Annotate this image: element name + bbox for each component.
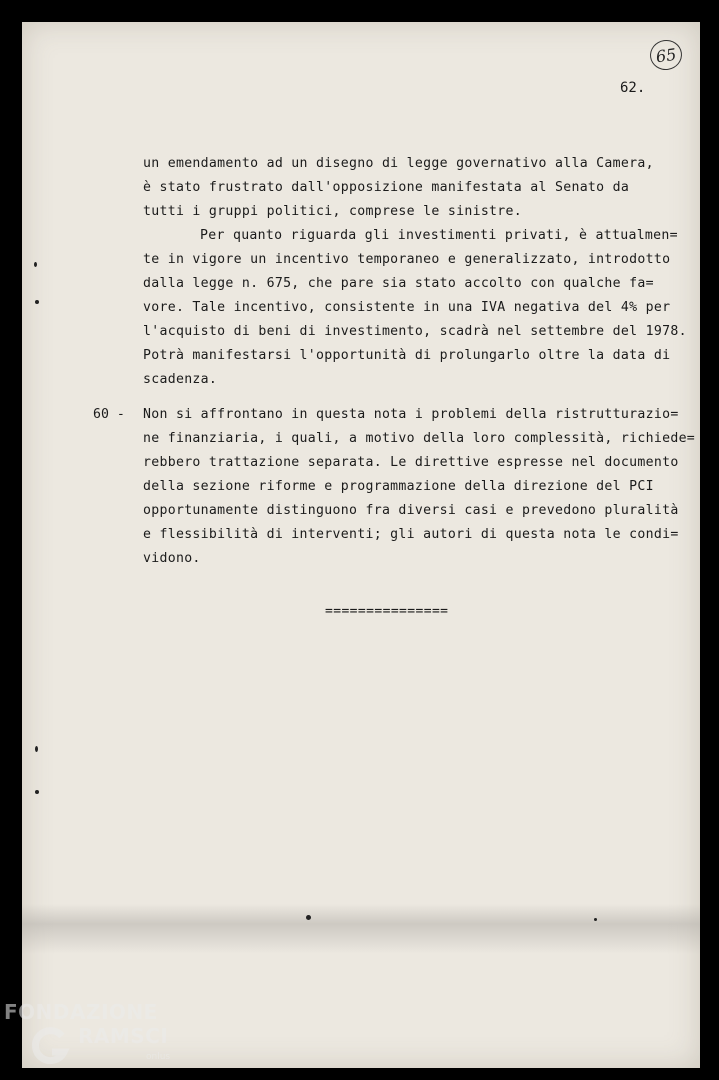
paragraph-3-line: Non si affrontano in questa nota i problemi della ristrutturazio= bbox=[143, 407, 679, 422]
paragraph-2-line: Potrà manifestarsi l'opportunità di prolungarlo oltre la data di bbox=[143, 348, 671, 363]
document-page bbox=[22, 22, 700, 1068]
paragraph-2-line: scadenza. bbox=[143, 372, 218, 387]
paragraph-3-line: della sezione riforme e programmazione della direzione del PCI bbox=[143, 479, 654, 494]
paragraph-2-line: vore. Tale incentivo, consistente in una IVA negativa del 4% per bbox=[143, 300, 671, 315]
paragraph-2-line: l'acquisto di beni di investimento, scadrà nel settembre del 1978. bbox=[143, 324, 687, 339]
paragraph-3 bbox=[143, 403, 695, 571]
paragraph-2-line: dalla legge n. 675, che pare sia stato accolto con qualche fa= bbox=[143, 276, 654, 291]
paragraph-1-line: è stato frustrato dall'opposizione manifestata al Senato da bbox=[143, 180, 630, 195]
note-number: 60 - bbox=[93, 407, 125, 422]
paragraph-3-line: ne finanziaria, i quali, a motivo della loro complessità, richiede= bbox=[143, 431, 696, 446]
margin-mark bbox=[35, 790, 39, 794]
paragraph-2-line: Per quanto riguarda gli investimenti privati, è attualmen= bbox=[200, 228, 678, 243]
paragraph-3-line: rebbero trattazione separata. Le direttive espresse nel documento bbox=[143, 455, 679, 470]
fondazione-gramsci-logo bbox=[4, 1000, 179, 1078]
ink-dot bbox=[306, 915, 311, 920]
margin-mark bbox=[35, 746, 38, 752]
paragraph-1-line: tutti i gruppi politici, comprese le sinistre. bbox=[143, 204, 523, 219]
paragraph-2 bbox=[143, 224, 687, 392]
paragraph-1 bbox=[143, 152, 654, 224]
paragraph-2-line: te in vigore un incentivo temporaneo e generalizzato, introdotto bbox=[143, 252, 671, 267]
paragraph-3-line: opportunamente distinguono fra diversi casi e prevedono pluralità bbox=[143, 503, 679, 518]
scan-band bbox=[22, 904, 700, 954]
ink-dot bbox=[594, 918, 597, 921]
margin-mark bbox=[34, 262, 37, 267]
end-separator: =============== bbox=[325, 604, 449, 619]
logo-line-2: RAMSCI bbox=[78, 1024, 169, 1048]
archive-page-number: 65 bbox=[648, 38, 684, 72]
page-number: 62. bbox=[620, 80, 646, 96]
paragraph-3-line: e flessibilità di interventi; gli autori di questa nota le condi= bbox=[143, 527, 679, 542]
paragraph-1-line: un emendamento ad un disegno di legge governativo alla Camera, bbox=[143, 156, 654, 171]
paragraph-3-line: vidono. bbox=[143, 551, 201, 566]
logo-suffix: onlus bbox=[146, 1052, 171, 1062]
margin-mark bbox=[35, 300, 39, 304]
gramsci-g-icon bbox=[28, 1024, 72, 1068]
logo-line-1: FONDAZIONE bbox=[4, 1000, 158, 1024]
